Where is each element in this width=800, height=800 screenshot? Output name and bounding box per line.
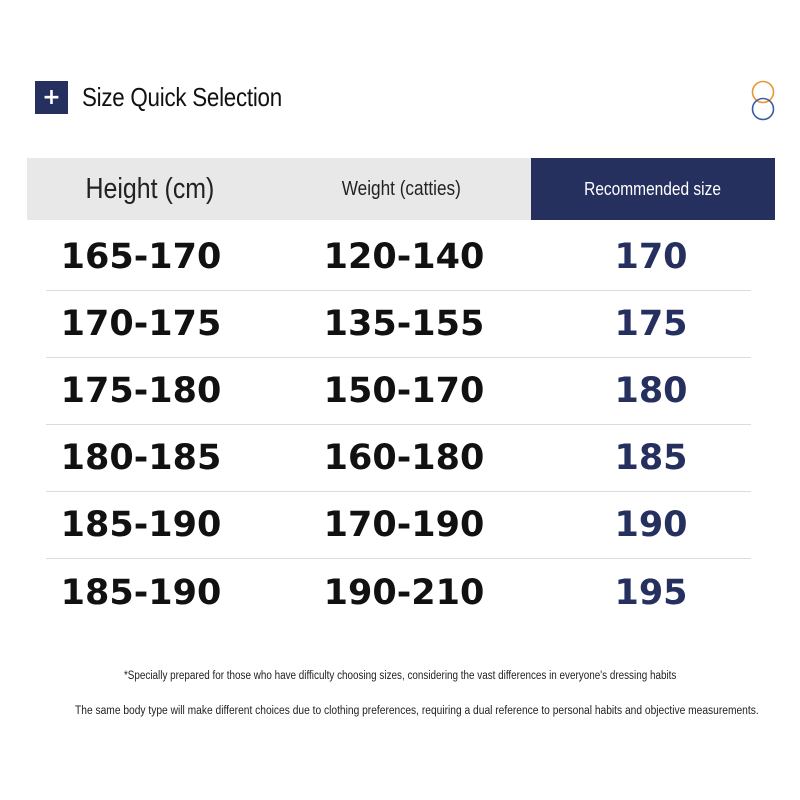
weight-cell: 160-180 (323, 438, 485, 478)
table-row (46, 224, 751, 291)
weight-cell: 190-210 (323, 572, 485, 613)
weight-cell: 150-170 (323, 371, 485, 411)
height-cell: 180-185 (60, 438, 222, 478)
height-cell: 185-190 (60, 505, 222, 545)
height-cell: 165-170 (60, 237, 222, 277)
section-header (35, 80, 314, 115)
table-row (46, 559, 751, 626)
size-cell: 195 (614, 572, 688, 613)
table-header (27, 158, 775, 220)
weight-cell: 135-155 (323, 304, 485, 344)
size-cell: 185 (614, 438, 688, 478)
size-cell: 180 (614, 371, 688, 411)
table-row (46, 425, 751, 492)
size-cell: 170 (614, 237, 688, 277)
height-cell: 170-175 (60, 304, 222, 344)
two-rings-icon (748, 80, 778, 122)
table-row (46, 358, 751, 425)
height-cell: 185-190 (60, 572, 222, 613)
column-header-height: Height (cm) (27, 158, 272, 220)
table-row (46, 492, 751, 559)
column-header-weight: Weight (catties) (272, 158, 531, 220)
height-cell: 175-180 (60, 371, 222, 411)
size-cell: 190 (614, 505, 688, 545)
weight-cell: 120-140 (323, 237, 485, 277)
footnote-sizing-tip: *Specially prepared for those who have difficulty choosing sizes, considering the vast differences in everyone's dressing habits (123, 670, 677, 682)
weight-cell: 170-190 (323, 505, 485, 545)
column-header-recommended-size: Recommended size (531, 158, 775, 220)
footnote-body-type: The same body type will make different choices due to clothing preferences, requiring a dual reference to personal habits and objective measurements. (75, 705, 759, 717)
plus-icon: + (35, 81, 68, 114)
size-table-body (46, 224, 751, 626)
size-cell: 175 (614, 304, 688, 344)
page-title: Size Quick Selection (82, 82, 282, 112)
table-row (46, 291, 751, 358)
